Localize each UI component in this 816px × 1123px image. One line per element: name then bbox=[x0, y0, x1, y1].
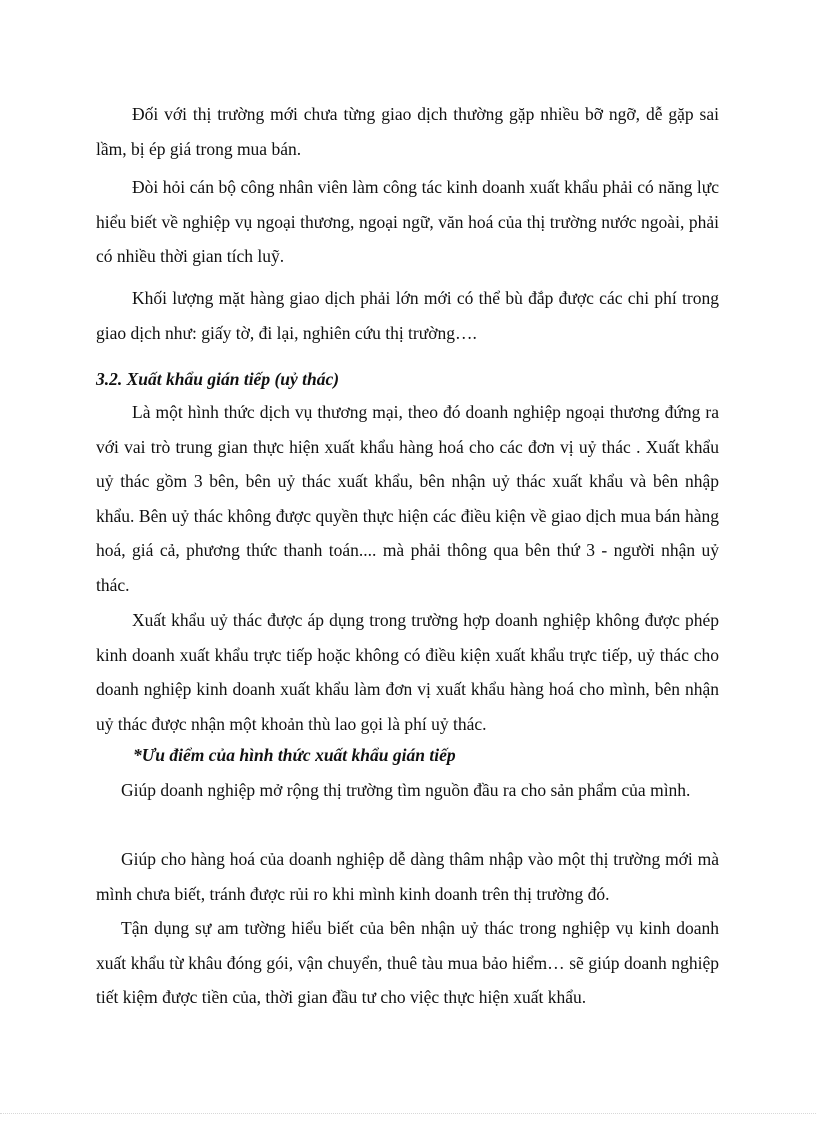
paragraph-indirect-export-usage: Xuất khẩu uỷ thác được áp dụng trong trường hợp doanh nghiệp không được phép kinh doanh xuất khẩu trực tiếp hoặc không có điều kiện xuất khẩu trực tiếp, uỷ thác cho doanh nghiệp kinh doanh xuất khẩu làm đơn vị xuất khẩu hàng hoá cho mình, bên nhận uỷ thác được nhận một khoản thù lao gọi là phí uỷ thác. bbox=[96, 610, 719, 734]
paragraph-staff-requirements: Đòi hỏi cán bộ công nhân viên làm công tác kinh doanh xuất khẩu phải có năng lực hiểu biết về nghiệp vụ ngoại thương, ngoại ngữ, văn hoá của thị trường nước ngoài, phải có nhiều thời gian tích luỹ. bbox=[96, 177, 719, 267]
section-heading-indirect-export: 3.2. Xuất khẩu gián tiếp (uỷ thác) bbox=[96, 369, 340, 389]
page-bottom-border bbox=[0, 1113, 816, 1114]
paragraph-transaction-volume: Khối lượng mặt hàng giao dịch phải lớn mới có thể bù đắp được các chi phí trong giao dịch như: giấy tờ, đi lại, nghiên cứu thị trường…. bbox=[96, 288, 719, 343]
advantage-item-market-entry: Giúp cho hàng hoá của doanh nghiệp dễ dàng thâm nhập vào một thị trường mới mà mình chưa biết, tránh được rủi ro khi mình kinh doanh trên thị trường đó. bbox=[96, 849, 719, 904]
paragraph-new-market-risks: Đối với thị trường mới chưa từng giao dịch thường gặp nhiều bỡ ngỡ, dễ gặp sai lầm, bị ép giá trong mua bán. bbox=[96, 104, 719, 159]
advantages-heading: *Ưu điểm của hình thức xuất khẩu gián tiếp bbox=[133, 745, 456, 765]
advantage-item-market-expansion: Giúp doanh nghiệp mở rộng thị trường tìm nguồn đầu ra cho sản phẩm của mình. bbox=[121, 780, 691, 800]
advantage-item-expertise: Tận dụng sự am tường hiểu biết của bên nhận uỷ thác trong nghiệp vụ kinh doanh xuất khẩu từ khâu đóng gói, vận chuyển, thuê tàu mua bảo hiểm… sẽ giúp doanh nghiệp tiết kiệm được tiền của, thời gian đầu tư cho việc thực hiện xuất khẩu. bbox=[96, 918, 719, 1008]
paragraph-indirect-export-definition: Là một hình thức dịch vụ thương mại, theo đó doanh nghiệp ngoại thương đứng ra với vai trò trung gian thực hiện xuất khẩu hàng hoá cho các đơn vị uỷ thác . Xuất khẩu uỷ thác gồm 3 bên, bên uỷ thác xuất khẩu, bên nhận uỷ thác xuất khẩu và bên nhập khẩu. Bên uỷ thác không được quyền thực hiện các điều kiện về giao dịch mua bán hàng hoá, giá cả, phương thức thanh toán.... mà phải thông qua bên thứ 3 - người nhận uỷ thác. bbox=[96, 402, 719, 595]
